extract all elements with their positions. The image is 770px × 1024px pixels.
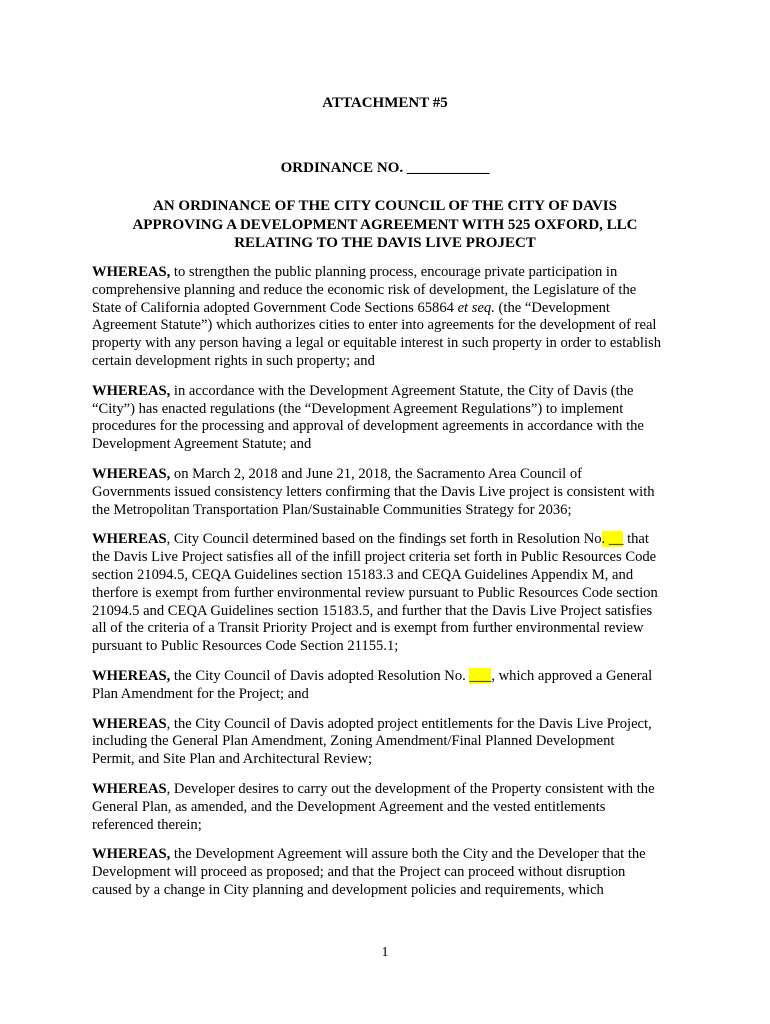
whereas-label: WHEREAS <box>92 531 167 548</box>
italic-et-seq: et seq. <box>457 299 495 316</box>
whereas-paragraph: WHEREAS, City Council determined based on the findings set forth in Resolution No. __ that the Davis Live Project satisfies all of the infill project criteria set forth in Public Resources Code section 21094.5, CEQA Guidelines section 15183.3 and CEQA Guidelines Appendix M, and therfore is exempt from further environmental review pursuant to Public Resources Code section 21094.5 and CEQA Guidelines section 15183.5, and further that the Davis Live Project satisfies all of the criteria of a Transit Priority Project and is exempt from further environmental review pursuant to Public Resources Code Section 21155.1; <box>92 531 658 655</box>
highlighted-resolution-blank: . __ <box>601 531 624 548</box>
whereas-paragraph: WHEREAS, the City Council of Davis adopted Resolution No. ___, which approved a General Plan Amendment for the Project; and <box>92 667 653 702</box>
whereas-label: WHEREAS, <box>92 465 171 482</box>
heading-line: AN ORDINANCE OF THE CITY COUNCIL OF THE CITY OF DAVIS <box>153 198 617 214</box>
whereas-paragraph: WHEREAS, Developer desires to carry out the development of the Property consistent with the General Plan, as amended, and the Development Agreement and the vested entitlements referenced therein; <box>92 780 655 833</box>
heading-line: RELATING TO THE DAVIS LIVE PROJECT <box>234 235 536 251</box>
whereas-paragraph: WHEREAS, the Development Agreement will assure both the City and the Developer that the Development will proceed as proposed; and that the Project can proceed without disruption caused by a change in City planning and development policies and requirements, which <box>92 846 646 898</box>
document-body <box>92 264 692 912</box>
whereas-label: WHEREAS, <box>92 264 171 280</box>
ordinance-heading <box>0 197 770 253</box>
ordinance-label: ORDINANCE NO. <box>280 160 404 176</box>
ordinance-number-blank: ___________ <box>406 160 490 176</box>
whereas-paragraph: WHEREAS, the City Council of Davis adopted project entitlements for the Davis Live Project, including the General Plan Amendment, Zoning Amendment/Final Planned Development Permit, and Site Plan and Architectural Review; <box>92 715 652 768</box>
highlighted-resolution-blank: ___ <box>469 667 492 684</box>
whereas-label: WHEREAS <box>92 780 167 797</box>
whereas-label: WHEREAS, <box>92 846 171 863</box>
ordinance-number-line <box>0 160 770 177</box>
whereas-paragraph: WHEREAS, on March 2, 2018 and June 21, 2018, the Sacramento Area Council of Governments issued consistency letters confirming that the Davis Live project is consistent with the Metropolitan Transportation Plan/Sustainable Communities Strategy for 2036; <box>92 465 655 518</box>
whereas-label: WHEREAS <box>92 715 167 732</box>
page-number: 1 <box>381 945 389 960</box>
whereas-paragraph: WHEREAS, to strengthen the public planning process, encourage private participation in comprehensive planning and reduce the economic risk of development, the Legislature of the State of California adopted Government Code Sections 65864 et seq. (the “Development Agreement Statute”) which authorizes cities to enter into agreements for the development of real property with any person having a legal or equitable interest in such property in order to establish certain development rights in such property; and <box>92 264 661 369</box>
whereas-label: WHEREAS, <box>92 667 171 684</box>
heading-line: APPROVING A DEVELOPMENT AGREEMENT WITH 525 OXFORD, LLC <box>132 216 638 233</box>
whereas-label: WHEREAS, <box>92 382 171 399</box>
whereas-paragraph: WHEREAS, in accordance with the Development Agreement Statute, the City of Davis (the “City”) has enacted regulations (the “Development Agreement Regulations”) to implement procedures for the processing and approval of development agreements in accordance with the Development Agreement Statute; and <box>92 382 644 453</box>
attachment-title: ATTACHMENT #5 <box>322 95 448 111</box>
